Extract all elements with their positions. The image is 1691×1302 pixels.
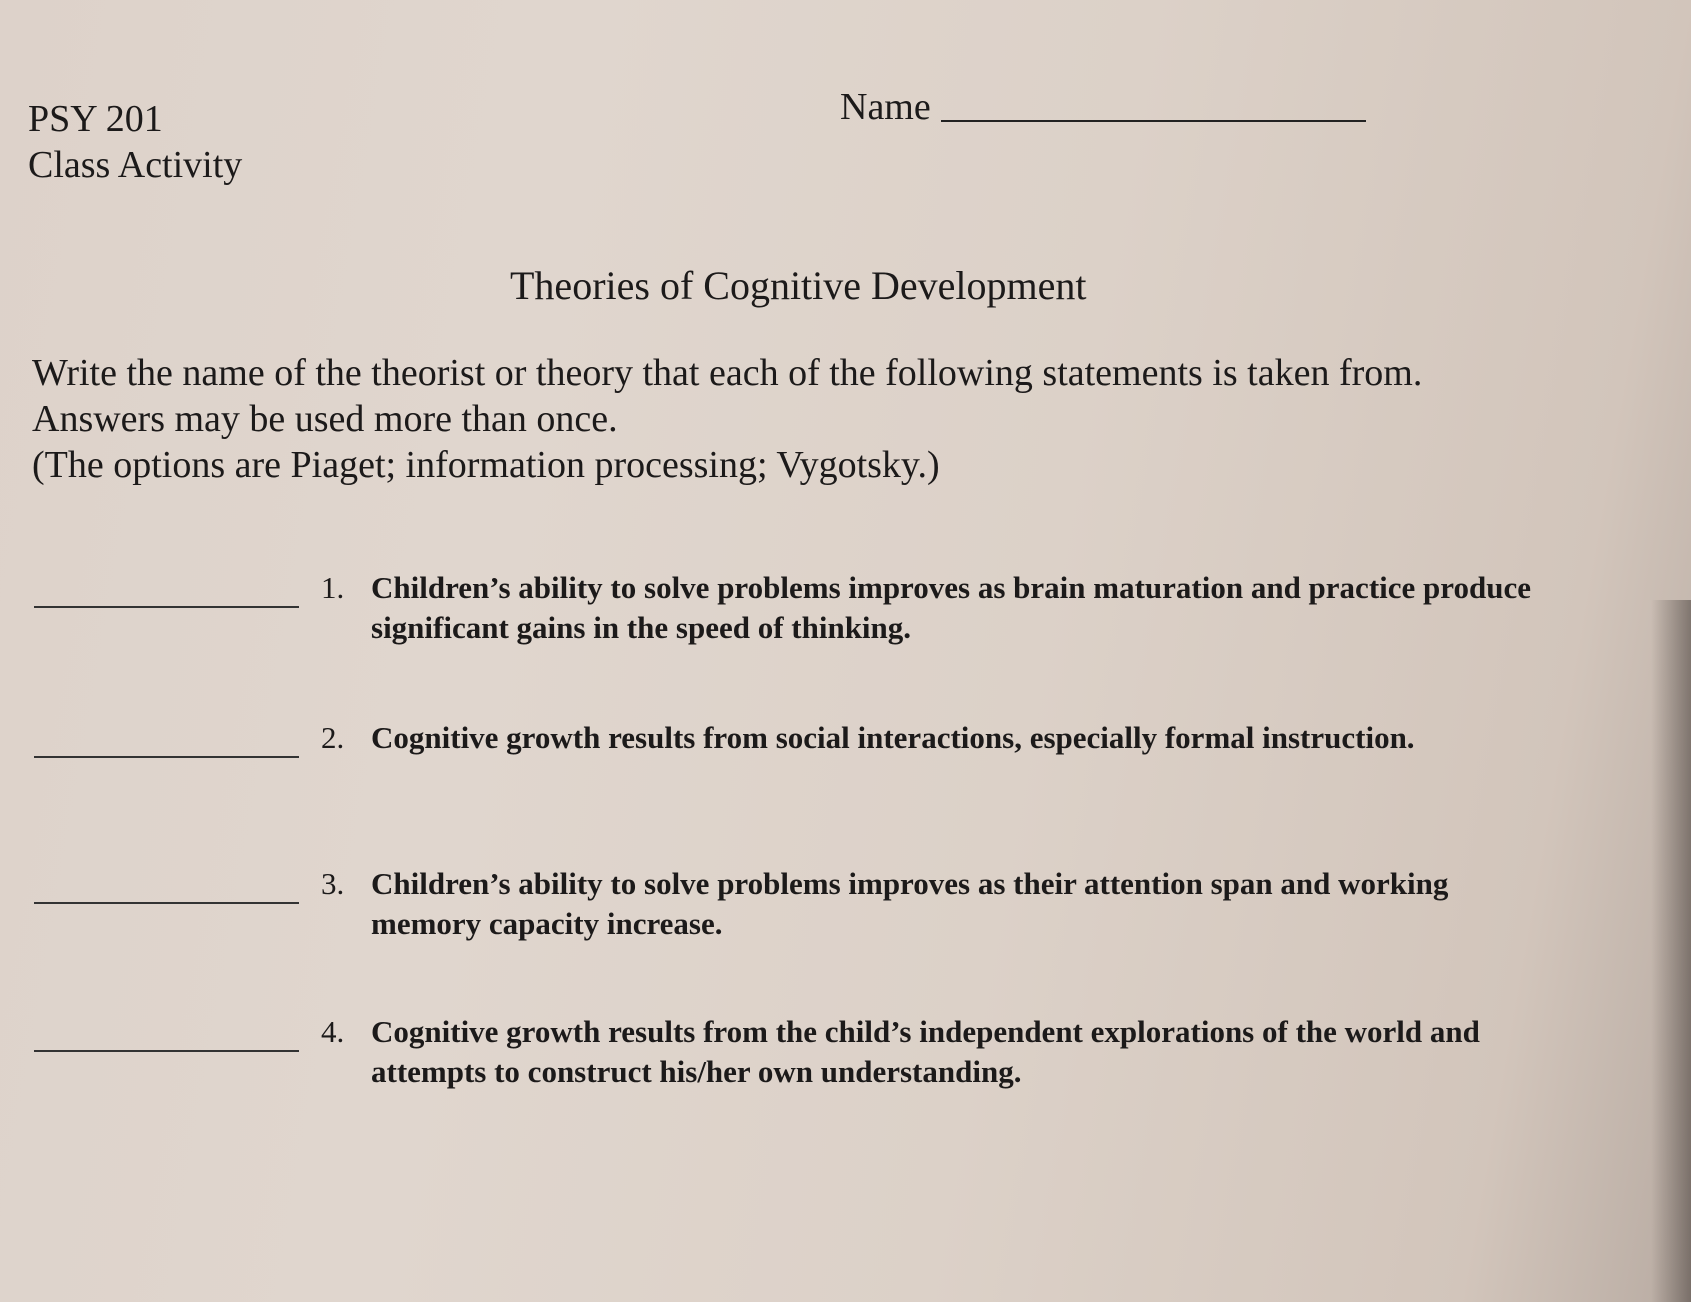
page-shadow — [1651, 600, 1691, 1302]
question-item-4 — [34, 1012, 1554, 1092]
answer-blank-3[interactable] — [34, 864, 299, 904]
instructions-line-2: Answers may be used more than once. — [32, 398, 618, 440]
name-blank[interactable] — [941, 90, 1366, 122]
question-item-1 — [34, 568, 1554, 648]
question-number: 3. — [321, 866, 345, 901]
question-number: 4. — [321, 1014, 345, 1049]
question-item-3 — [34, 864, 1554, 944]
course-code: PSY 201 — [28, 98, 163, 140]
instructions-line-1: Write the name of the theorist or theory that each of the following statements is taken from. — [32, 352, 1423, 394]
question-text: Children’s ability to solve problems improves as brain maturation and practice produce significant gains in the speed of thinking. — [371, 570, 1531, 645]
activity-label: Class Activity — [28, 144, 243, 186]
name-label: Name — [840, 86, 931, 128]
name-field — [840, 84, 1366, 130]
question-number: 1. — [321, 570, 345, 605]
instructions — [32, 350, 1532, 488]
answer-blank-1[interactable] — [34, 568, 299, 608]
question-text: Children’s ability to solve problems improves as their attention span and working memory capacity increase. — [371, 866, 1449, 941]
question-item-2 — [34, 718, 1554, 758]
question-text: Cognitive growth results from social interactions, especially formal instruction. — [371, 720, 1415, 755]
answer-blank-2[interactable] — [34, 718, 299, 758]
question-number: 2. — [321, 720, 345, 755]
course-heading — [28, 96, 242, 188]
page-title: Theories of Cognitive Development — [510, 263, 1087, 308]
answer-blank-4[interactable] — [34, 1012, 299, 1052]
instructions-line-3: (The options are Piaget; information processing; Vygotsky.) — [32, 444, 940, 486]
question-text: Cognitive growth results from the child’s independent explorations of the world and attempts to construct his/her own understanding. — [371, 1014, 1480, 1089]
